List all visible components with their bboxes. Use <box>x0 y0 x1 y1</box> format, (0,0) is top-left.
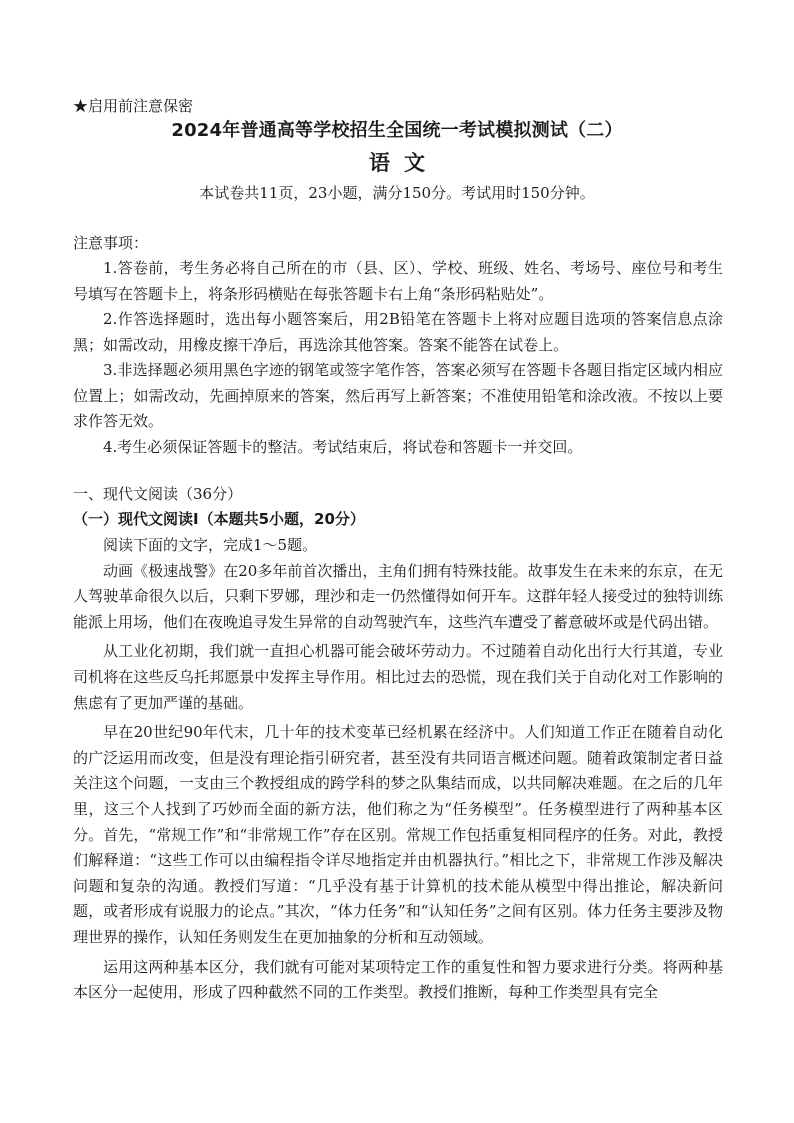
passage-paragraph: 动画《极速战警》在20多年前首次播出，主角们拥有特殊技能。故事发生在未来的东京，在无人驾驶革命很久以后，只剩下罗娜，理沙和走一仍然懂得如何开车。这群年轻人接受过的独特训练能派上用场，他们在夜晚追寻发生异常的自动驾驶汽车，这些汽车遭受了蓄意破坏或是代码出错。 <box>73 561 723 631</box>
passage-paragraph: 从工业化初期，我们就一直担心机器可能会破坏劳动力。不过随着自动化出行大行其道，专业司机将在这些反乌托邦愿景中发挥主导作用。相比过去的恐慌，现在我们关于自动化对工作影响的焦虑有了更加严谨的基础。 <box>73 642 723 712</box>
notices-list <box>73 256 723 460</box>
reading-passage <box>73 533 723 1006</box>
exam-title: 2024年普通高等学校招生全国统一考试模拟测试（二） <box>171 120 623 141</box>
section-heading: 一、现代文阅读（36分） <box>73 485 243 503</box>
notice-item: 1.答卷前，考生务必将自己所在的市（县、区）、学校、班级、姓名、考场号、座位号和考生号填写在答题卡上，将条形码横贴在每张答题卡右上角“条形码粘贴处”。 <box>73 259 723 303</box>
notice-item: 2.作答选择题时，选出每小题答案后，用2B铅笔在答题卡上将对应题目选项的答案信息点涂黑；如需改动，用橡皮擦干净后，再选涂其他答案。答案不能答在试卷上。 <box>73 310 723 354</box>
passage-paragraph: 运用这两种基本区分，我们就有可能对某项特定工作的重复性和智力要求进行分类。将两种基本区分一起使用，形成了四种截然不同的工作类型。教授们推断，每种工作类型具有完全 <box>73 957 723 1002</box>
passage-instruction: 阅读下面的文字，完成1～5题。 <box>103 536 318 554</box>
notice-item: 3.非选择题必须用黑色字迹的钢笔或签字笔作答，答案必须写在答题卡各题目指定区域内相应位置上；如需改动，先画掉原来的答案，然后再写上新答案；不准使用铅笔和涂改液。不按以上要求作答无效。 <box>73 361 723 430</box>
notices-heading: 注意事项： <box>73 234 149 252</box>
subject-title: 语文 <box>369 150 439 175</box>
exam-info: 本试卷共11页，23小题，满分150分。考试用时150分钟。 <box>199 184 595 202</box>
confidential-notice: ★启用前注意保密 <box>73 97 194 115</box>
notice-item: 4.考生必须保证答题卡的整洁。考试结束后，将试卷和答题卡一并交回。 <box>103 437 583 456</box>
subsection-heading: （一）现代文阅读Ⅰ（本题共5小题，20分） <box>73 510 365 528</box>
passage-paragraph: 早在20世纪90年代末，几十年的技术变革已经机累在经济中。人们知道工作正在随着自动化的广泛运用而改变，但是没有理论指引研究者，甚至没有共同语言概述问题。随着政策制定者日益关注这个问题，一支由三个教授组成的跨学科的梦之队集结而成，以共同解决难题。在之后的几年里，这三个人找到了巧妙而全面的新方法，他们称之为“任务模型”。任务模型进行了两种基本区分。首先，“常规工作”和“非常规工作”存在区别。常规工作包括重复相同程序的任务。对此，教授们解释道：“这些工作可以由编程指令详尽地指定并由机器执行。”相比之下，非常规工作涉及解决问题和复杂的沟通。教授们写道：“几乎没有基于计算机的技术能从模型中得出推论，解决新问题，或者形成有说服力的论点。”其次，“体力任务”和“认知任务”之间有区别。体力任务主要涉及物理世界的操作，认知任务则发生在更加抽象的分析和互动领域。 <box>73 723 723 946</box>
